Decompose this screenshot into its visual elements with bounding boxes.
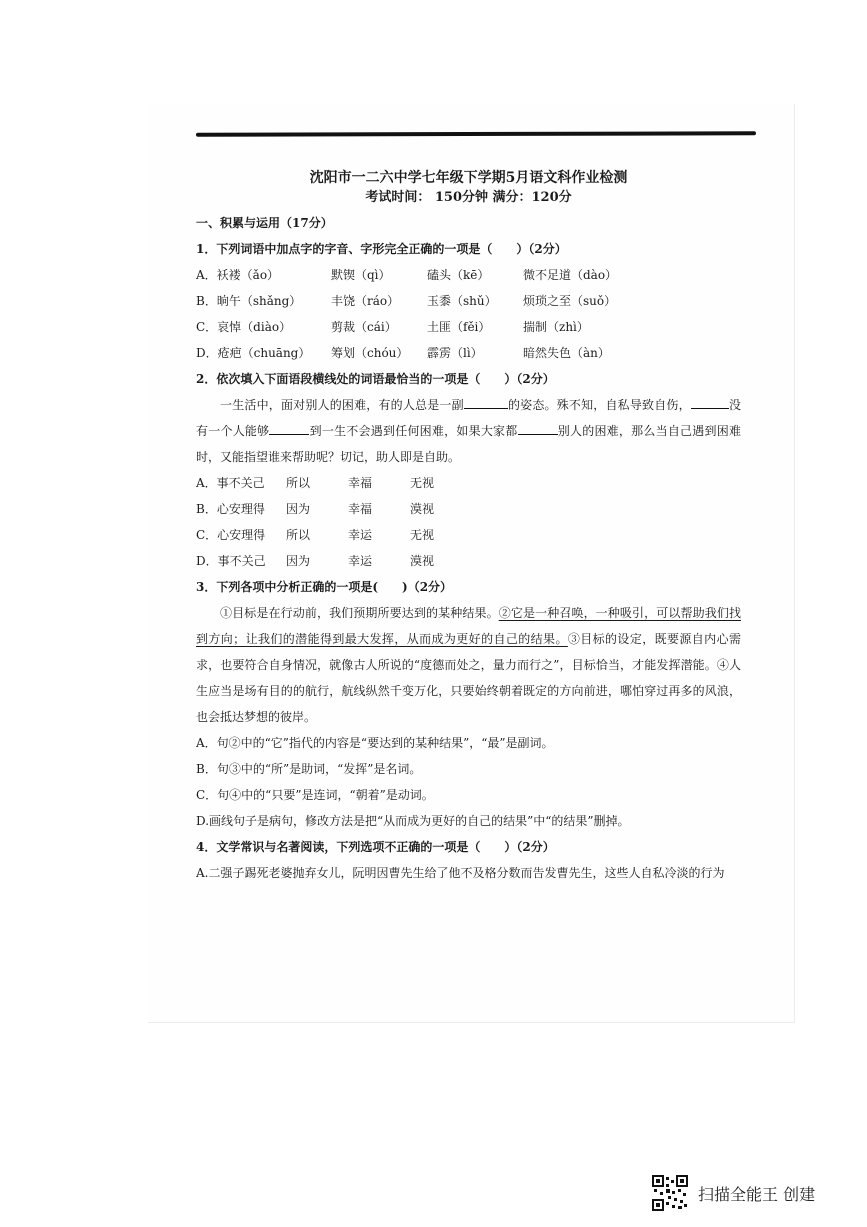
- blank-1: [464, 394, 508, 409]
- q2-passage: 一生活中，面对别人的困难，有的人总是一副 的姿态。殊不知，自私导致自伤， 没有一个人能够 到一生不会遇到任何困难，如果大家都 别人的困难，那么当自己遇到困难时，又能指望谁来帮助呢？切记，助人即是自助。: [196, 392, 741, 470]
- q3-option-d: D.画线句子是病句，修改方法是把“从而成为更好的自己的结果”中“的结果”删掉。: [196, 814, 630, 828]
- watermark-text: 扫描全能王 创建: [698, 1184, 816, 1204]
- q4-option-a: A.二强子踢死老婆抛弃女儿，阮明因曹先生给了他不及格分数而告发曹先生，这些人自私冷淡的行为: [196, 866, 725, 880]
- q2-option-c: C．心安理得 所以 幸运 无视: [196, 528, 435, 542]
- question-2-stem: 2．依次填入下面语段横线处的词语最恰当的一项是（ ）（2分）: [196, 372, 555, 386]
- question-1-stem: 1．下列词语中加点字的字音、字形完全正确的一项是（ ）（2分）: [196, 242, 567, 256]
- q2-option-a: A．事不关己 所以 幸福 无视: [196, 476, 435, 490]
- blank-3: [269, 420, 309, 435]
- section-heading: 一、积累与运用（17分）: [196, 216, 333, 230]
- blank-4: [518, 420, 558, 435]
- question-4-stem: 4．文学常识与名著阅读，下列选项不正确的一项是（ ）（2分）: [196, 840, 555, 854]
- underlined-sentence: ②它是一种召唤，一种吸引，可以帮助我们找到方向；让我们的潜能得到最大发挥，从而成为更好的自己的结果。: [196, 606, 741, 646]
- q3-passage: ①目标是在行动前，我们预期所要达到的某种结果。②它是一种召唤，一种吸引，可以帮助我们找到方向；让我们的潜能得到最大发挥，从而成为更好的自己的结果。③目标的设定，既要源自内心需求，也要符合自身情况，就像古人所说的“度德而处之，量力而行之”，目标恰当，才能发挥潜能。④人生应当是场有目的的航行，航线纵然千变万化，只要始终朝着既定的方向前进，哪怕穿过再多的风浪，也会抵达梦想的彼岸。: [196, 606, 741, 724]
- q2-option-b: B．心安理得 因为 幸福 漠视: [196, 502, 435, 516]
- qr-code-icon: [652, 1175, 688, 1211]
- q1-option-c: C．哀悼（diào） 剪裁（cái） 土匪（fěi） 揣制（zhì）: [196, 320, 589, 334]
- exam-title: 沈阳市一二六中学七年级下学期5月语文科作业检测: [309, 170, 628, 186]
- question-3-stem: 3．下列各项中分析正确的一项是( )（2分）: [196, 580, 453, 594]
- q2-option-d: D．事不关己 因为 幸运 漠视: [196, 554, 435, 568]
- q3-option-b: B．句③中的“所”是助词，“发挥”是名词。: [196, 762, 422, 776]
- q1-option-a: A．袄褛（ǎo） 默锲（qì） 磕头（kē） 微不足道（dào）: [196, 268, 618, 282]
- q3-option-a: A．句②中的“它”指代的内容是“要达到的某种结果”，“最”是副词。: [196, 736, 554, 750]
- q1-option-d: D．疮疤（chuāng） 筹划（chóu） 霹雳（lì） 暗然失色（àn）: [196, 346, 610, 360]
- exam-content: [196, 168, 741, 886]
- exam-subtitle: 考试时间： 150分钟 满分：120分: [365, 190, 572, 205]
- q1-option-b: B．晌午（shǎng） 丰饶（ráo） 玉黍（shǔ） 烦琐之至（suǒ）: [196, 294, 617, 308]
- blank-2: [691, 394, 729, 409]
- q3-option-c: C．句④中的“只要”是连词，“朝着”是动词。: [196, 788, 434, 802]
- scanner-watermark: [652, 1175, 815, 1211]
